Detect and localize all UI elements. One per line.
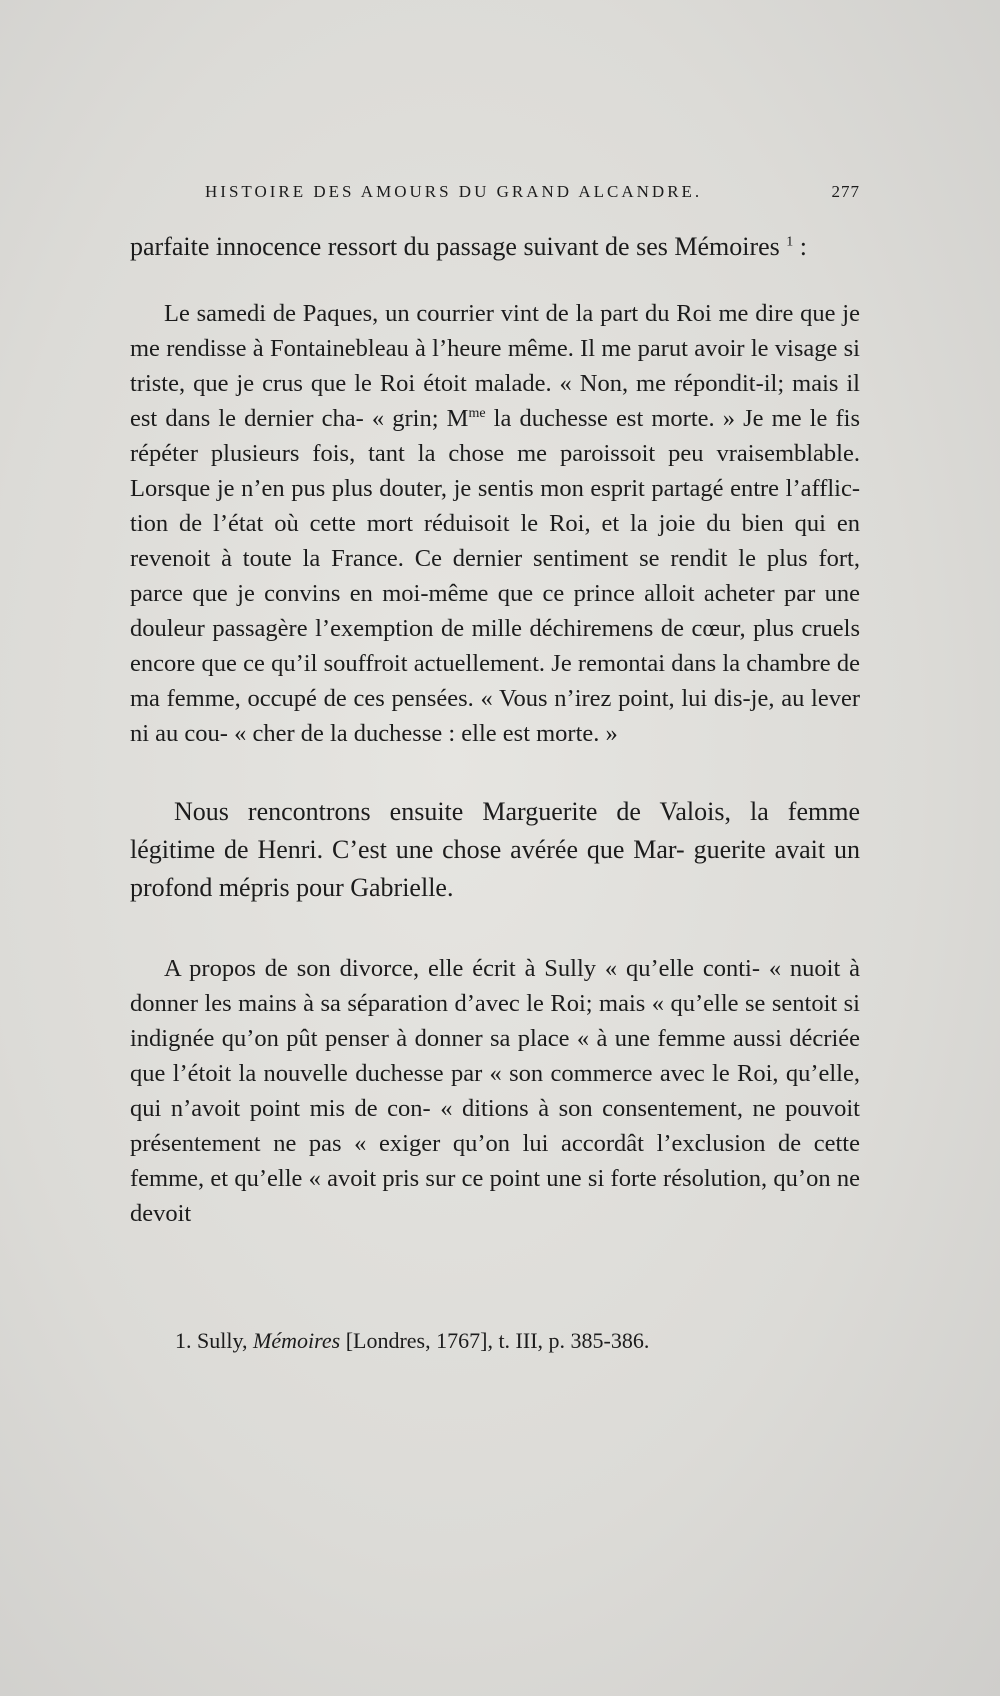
quote-text-start: Le samedi de Paques, un courrier vint de la part du Roi me dire que je me rendisse à Fontainebleau à l’heure même. Il me parut avoir le visage si triste, que je crus que le Roi étoit malade. « Non, me répondit-il; mais il est dans le dernier cha- « grin; M — [130, 300, 860, 432]
footnote-author: Sully, — [197, 1328, 248, 1353]
footnote-reference: 1 — [786, 234, 794, 250]
page-number: 277 — [831, 182, 860, 201]
body-text — [130, 228, 860, 1231]
footnote — [175, 1326, 875, 1356]
footnote-reference-details: [Londres, 1767], t. III, p. 385-386. — [345, 1328, 650, 1353]
divorce-quote-block — [130, 951, 860, 1231]
block-quote — [130, 296, 860, 751]
intro-text: parfaite innocence ressort du passage suivant de ses Mémoires — [130, 232, 780, 261]
paragraph-marguerite: Nous rencontrons ensuite Marguerite de Valois, la femme légitime de Henri. C’est une chose avérée que Mar- guerite avait un profond mépris pour Gabrielle. — [130, 797, 860, 902]
paragraph-divorce: A propos de son divorce, elle écrit à Sully « qu’elle conti- « nuoit à donner les mains à sa séparation d’avec le Roi; mais « qu’elle se sentoit si indignée qu’on pût penser à donner sa place « à une femme aussi décriée que l’étoit la nouvelle duchesse par « son commerce avec le Roi, qu’elle, qui n’avoit point mis de con- « ditions à son consentement, ne pouvoit présentement ne pas « exiger qu’on lui accordât l’exclusion de cette femme, et qu’elle « avoit pris sur ce point une si forte résolution, qu’on ne devoit — [130, 955, 860, 1227]
quote-paragraph — [130, 296, 860, 751]
intro-tail: : — [793, 232, 808, 261]
running-header — [205, 182, 860, 202]
intro-paragraph — [130, 228, 860, 266]
running-title: HISTOIRE DES AMOURS DU GRAND ALCANDRE. — [205, 182, 703, 201]
quote-text-end: la duchesse est morte. » Je me le fis répéter plusieurs fois, tant la chose me paroissoit peu vraisemblable. Lorsque je n’en pus plus douter, je sentis mon esprit partagé entre l’afflic- tion de l’état où cette mort réduisoit le Roi, et la joie du bien qui en revenoit à toute la France. Ce dernier sentiment se rendit le plus fort, parce que je convins en moi-même que ce prince alloit acheter par une douleur passagère l’exemption de mille déchiremens de cœur, plus cruels encore que ce qu’il souffroit actuellement. Je remontai dans la chambre de ma femme, occupé de ces pensées. « Vous n’irez point, lui dis-je, au lever ni au cou- « cher de la duchesse : elle est morte. » — [130, 405, 860, 747]
footnote-number: 1. — [175, 1328, 192, 1353]
quote-superscript: me — [468, 405, 486, 421]
footnote-title: Mémoires — [253, 1328, 341, 1353]
